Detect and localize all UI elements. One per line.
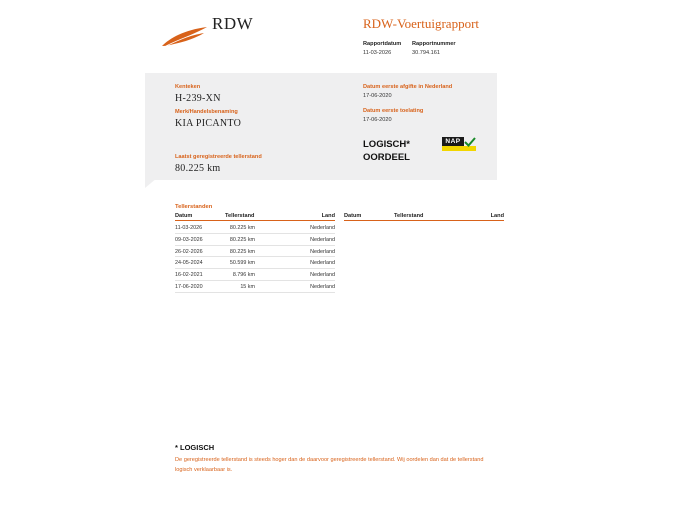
cell-land: Nederland <box>310 283 335 290</box>
cell-datum: 16-02-2021 <box>175 272 203 279</box>
nap-text: NAP <box>442 137 464 146</box>
rapportnummer-value: 30.794.161 <box>412 50 440 56</box>
logo-text: RDW <box>212 14 254 33</box>
kenteken-label: Kenteken <box>175 84 201 90</box>
tellerstanden-title: Tellerstanden <box>175 204 213 210</box>
cell-land: Nederland <box>310 272 335 279</box>
table-row <box>175 269 335 281</box>
table-row <box>175 246 335 258</box>
merk-value: KIA PICANTO <box>175 118 242 129</box>
cell-land: Nederland <box>310 260 335 267</box>
cell-tellerstand: 8.796 km <box>232 272 255 279</box>
cell-datum: 24-05-2024 <box>175 260 203 267</box>
cell-tellerstand: 15 km <box>240 283 255 290</box>
table-row <box>175 281 335 293</box>
cell-land: Nederland <box>310 248 335 255</box>
cell-datum: 09-03-2026 <box>175 236 203 243</box>
teller-label: Laatst geregistreerde tellerstand <box>175 154 262 160</box>
toelating-label: Datum eerste toelating <box>363 108 424 114</box>
cell-datum: 11-03-2026 <box>175 225 203 231</box>
verdict <box>363 138 410 164</box>
afgifte-value: 17-06-2020 <box>363 93 392 99</box>
verdict-line1: LOGISCH* <box>363 139 410 150</box>
rdw-logo <box>160 14 260 50</box>
rapportdatum-label: Rapportdatum <box>363 41 402 47</box>
rapportnummer-label: Rapportnummer <box>412 41 456 47</box>
table-header-line-right <box>344 220 504 221</box>
kenteken-value: H-239-XN <box>175 93 221 104</box>
report-title: RDW-Voertuigrapport <box>363 16 480 31</box>
table-row <box>175 257 335 269</box>
cell-tellerstand: 80.225 km <box>229 248 255 255</box>
table-row <box>175 222 335 234</box>
check-icon <box>464 137 476 147</box>
rapportdatum-value: 11-03-2026 <box>363 50 392 56</box>
th-land-right: Land <box>490 213 504 219</box>
cell-land: Nederland <box>310 236 335 243</box>
verdict-line2: OORDEEL <box>363 152 410 163</box>
cell-datum: 26-02-2026 <box>175 248 203 255</box>
table-header-line <box>175 220 335 221</box>
cell-tellerstand: 80.225 km <box>229 236 255 243</box>
table-body <box>175 222 335 293</box>
cell-tellerstand: 50.599 km <box>229 260 255 267</box>
table-row <box>175 234 335 246</box>
th-tellerstand: Tellerstand <box>225 213 255 219</box>
teller-value: 80.225 km <box>175 163 221 174</box>
nap-badge <box>442 137 476 151</box>
cell-tellerstand: 80.225 km <box>229 225 255 231</box>
rdw-wing-icon <box>160 24 210 48</box>
footnote-text: De geregistreerde tellerstand is steeds hoger dan de daarvoor geregistreerde tellerstand. Wij oordelen dan dat de tellerstand logisch verklaarbaar is. <box>175 457 484 473</box>
footnote-title: * LOGISCH <box>175 443 215 452</box>
th-datum: Datum <box>175 213 193 219</box>
th-land: Land <box>321 213 335 219</box>
th-datum-right: Datum <box>344 213 362 219</box>
cell-datum: 17-06-2020 <box>175 283 203 290</box>
cell-land: Nederland <box>310 225 335 231</box>
merk-label: Merk/Handelsbenaming <box>175 109 238 115</box>
toelating-value: 17-06-2020 <box>363 117 392 123</box>
afgifte-label: Datum eerste afgifte in Nederland <box>363 84 453 90</box>
th-tellerstand-right: Tellerstand <box>394 213 424 219</box>
panel-corner <box>145 178 157 188</box>
